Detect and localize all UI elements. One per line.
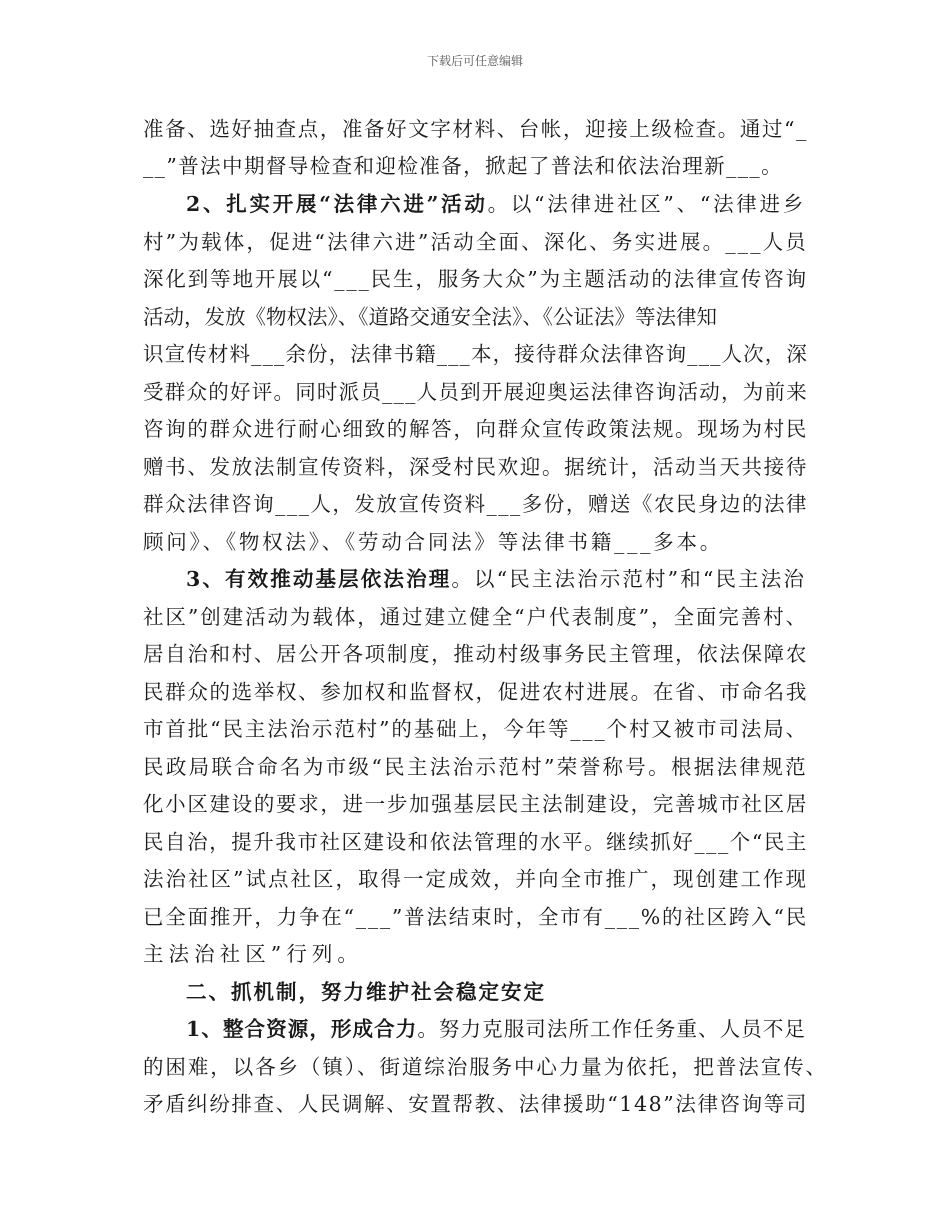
text-line: [143, 526, 723, 558]
line-text: 。以“民主法治示范村”和“民主法治: [451, 567, 806, 591]
line-text: 民政局联合命名为市级“民主法治示范村”荣誉称号。根据法律规范: [143, 755, 808, 779]
text-line: [143, 788, 808, 820]
text-line: [143, 601, 808, 633]
line-text: 。以“法律进社区”、“法律进乡: [487, 192, 806, 216]
text-line: [143, 713, 808, 745]
subheading: 2、扎实开展“法律六进”活动: [186, 192, 488, 216]
line-text: 矛盾纠纷排查、人民调解、安置帮教、法律援助“148”法律咨询等司: [143, 1092, 808, 1116]
text-line: [143, 676, 808, 708]
line-text: 顾问》、《物权法》、《劳动合同法》等法律书籍___多本。: [143, 530, 724, 554]
line-text: 社区”创建活动为载体，通过建立健全“户代表制度”，全面完善村、: [143, 605, 808, 629]
line-text: 法治社区”试点社区，取得一定成效，并向全市推广，现创建工作现: [143, 867, 809, 891]
text-line: [143, 1088, 808, 1120]
section-heading-line: [186, 976, 546, 1008]
line-text: 民群众的选举权、参加权和监督权，促进农村进展。在省、市命名我: [143, 680, 809, 704]
text-line: [143, 751, 808, 783]
line-text: 活动，发放《物权法》、《道路交通安全法》、《公证法》等法律知: [143, 305, 717, 329]
section-heading-line: [186, 563, 806, 595]
line-text: 居自治和村、居公开各项制度，推动村级事务民主管理，依法保障农: [143, 642, 809, 666]
text-line: [143, 301, 808, 333]
text-line: [143, 451, 808, 483]
line-text: 深化到等地开展以“___民生，服务大众”为主题活动的法律宣传咨询: [143, 267, 808, 291]
section-heading: 二、抓机制，努力维护社会稳定安定: [186, 980, 546, 1004]
subheading: 1、整合资源，形成合力: [186, 1017, 418, 1041]
line-text: 化小区建设的要求，进一步加强基层民主法制建设，完善城市社区居: [143, 792, 809, 816]
line-text: 识宣传材料___余份，法律书籍___本，接待群众法律咨询___人次，深: [143, 342, 809, 366]
line-text: 准备、选好抽查点，准备好文字材料、台帐，迎接上级检查。通过“_: [143, 117, 808, 141]
line-text: __”普法中期督导检查和迎检准备，掀起了普法和依法治理新___。: [143, 154, 784, 178]
line-text: 村”为载体，促进“法律六进”活动全面、深化、务实进展。___人员: [143, 230, 808, 254]
text-line: [143, 638, 808, 670]
text-line: [143, 488, 808, 520]
line-text: 已全面推开，力争在“___”普法结束时，全市有___%的社区跨入“民: [143, 905, 809, 929]
text-line: [143, 263, 808, 295]
subheading: 3、有效推动基层依法治理: [186, 567, 452, 591]
section-heading-line: [186, 1013, 806, 1045]
line-text: 主法治社区”行列。: [143, 942, 363, 966]
text-line: [143, 338, 808, 370]
text-line: [143, 226, 808, 258]
line-text: 受群众的好评。同时派员___人员到开展迎奥运法律咨询活动，为前来: [143, 380, 808, 404]
line-text: 市首批“民主法治示范村”的基础上，今年等___个村又被市司法局、: [143, 717, 808, 741]
line-text: 的困难，以各乡（镇）、街道综治服务中心力量为依托，把普法宣传、: [143, 1055, 828, 1079]
line-text: 群众法律咨询___人，发放宣传资料___多份，赠送《农民身边的法律: [143, 492, 808, 516]
text-line: [143, 150, 783, 182]
text-line: [143, 1051, 828, 1083]
text-line: [143, 376, 808, 408]
text-line: [143, 826, 808, 858]
text-line: [143, 113, 808, 145]
page-header: 下载后可任意编辑: [426, 54, 523, 68]
section-heading-line: [186, 188, 806, 220]
text-line: [143, 938, 363, 970]
text-line: [143, 413, 808, 445]
line-text: 咨询的群众进行耐心细致的解答，向群众宣传政策法规。现场为村民: [143, 417, 809, 441]
text-line: [143, 901, 808, 933]
text-line: [143, 863, 808, 895]
line-text: 民自治，提升我市社区建设和依法管理的水平。继续抓好___个“民主: [143, 830, 808, 854]
line-text: 赠书、发放法制宣传资料，深受村民欢迎。据统计，活动当天共接待: [143, 455, 809, 479]
line-text: 。努力克服司法所工作任务重、人员不足: [417, 1017, 807, 1041]
